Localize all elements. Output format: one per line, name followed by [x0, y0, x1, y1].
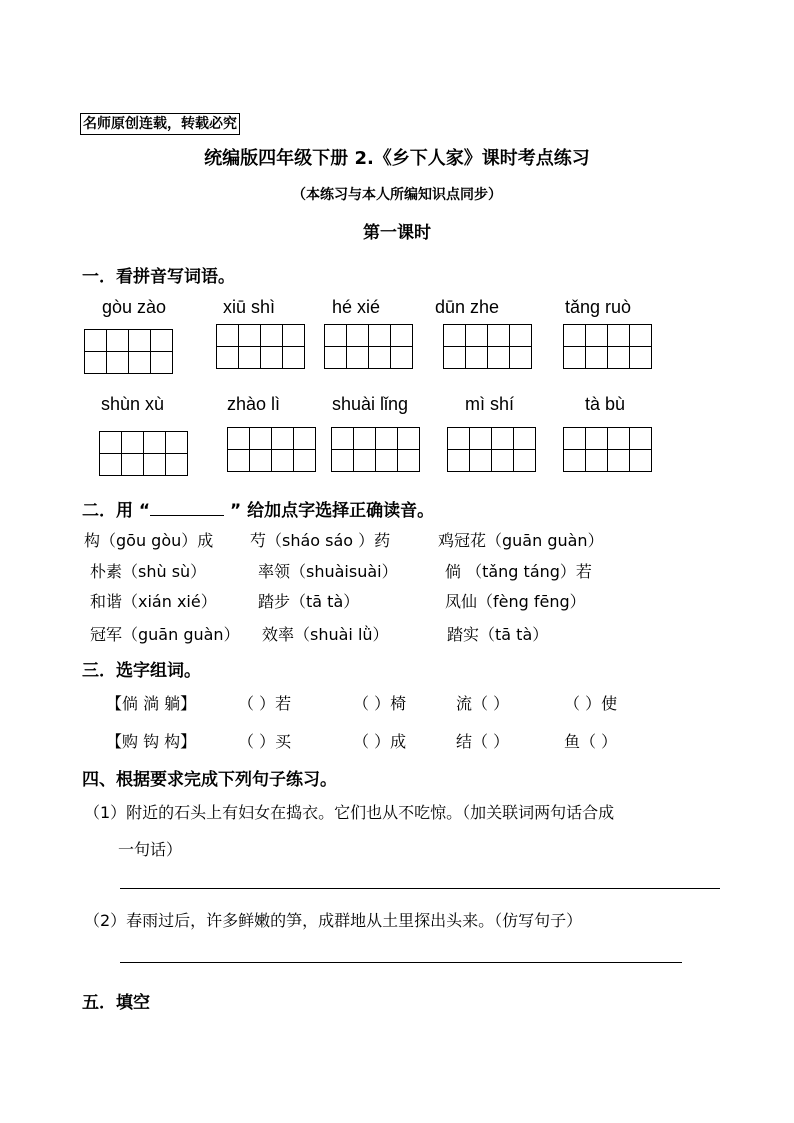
answer-line[interactable] [120, 962, 682, 963]
reading-item: 朴素（shù sù） [90, 562, 207, 581]
writing-grid[interactable] [84, 329, 171, 374]
section2-heading-start: 二．用 “ [82, 501, 151, 521]
pinyin-label: gòu zào [102, 297, 167, 317]
reading-item: 踏步（tā tà） [258, 592, 360, 611]
fill-blank[interactable]: 鱼（ ） [564, 732, 618, 751]
fill-blank[interactable]: （ ）成 [353, 732, 407, 751]
writing-grid[interactable] [563, 427, 650, 472]
fill-blank[interactable]: （ ）若 [238, 694, 292, 713]
reading-item: 效率（shuài lǜ） [262, 625, 389, 644]
question-1-cont: 一句话） [118, 840, 183, 859]
writing-grid[interactable] [331, 427, 418, 472]
pinyin-label: tà bù [585, 394, 626, 414]
char-choices: 【倘 淌 躺】 [106, 694, 197, 713]
reading-item: 鸡冠花（guān guàn） [438, 531, 604, 550]
pinyin-label: shùn xù [101, 394, 165, 414]
question-1: （1）附近的石头上有妇女在捣衣。它们也从不吃惊。（加关联词两句话合成 [84, 803, 615, 822]
page-subtitle: （本练习与本人所编知识点同步） [292, 187, 502, 203]
writing-grid[interactable] [99, 431, 186, 476]
copyright-notice: 名师原创连载，转载必究 [80, 113, 240, 135]
section1-heading: 一．看拼音写词语。 [82, 267, 235, 287]
reading-item: 凤仙（fèng fēng） [445, 592, 586, 611]
writing-grid[interactable] [324, 324, 411, 369]
question-2: （2）春雨过后，许多鲜嫩的笋，成群地从土里探出头来。（仿写句子） [84, 911, 583, 930]
char-choices: 【购 钩 构】 [106, 732, 197, 751]
pinyin-label: mì shí [465, 394, 515, 414]
reading-item: 冠军（guān guàn） [90, 625, 240, 644]
underline-blank [150, 501, 224, 516]
fill-blank[interactable]: （ ）椅 [353, 694, 407, 713]
reading-item: 构（gōu gòu）成 [84, 531, 214, 550]
pinyin-label: hé xié [332, 297, 381, 317]
writing-grid[interactable] [563, 324, 650, 369]
page-title: 统编版四年级下册 2.《乡下人家》课时考点练习 [204, 148, 590, 169]
section5-heading: 五．填空 [82, 993, 150, 1013]
section2-heading [82, 496, 434, 521]
writing-grid[interactable] [443, 324, 530, 369]
section2-heading-end: ” 给加点字选择正确读音。 [224, 501, 435, 521]
pinyin-label: dūn zhe [435, 297, 500, 317]
reading-item: 率领（shuàisuài） [258, 562, 398, 581]
reading-item: 和谐（xián xié） [90, 592, 217, 611]
pinyin-label: xiū shì [223, 297, 276, 317]
reading-item: 芍（sháo sáo ）药 [250, 531, 391, 550]
lesson-label: 第一课时 [363, 223, 431, 243]
section3-heading: 三．选字组词。 [82, 661, 201, 681]
section4-heading: 四、根据要求完成下列句子练习。 [82, 770, 337, 790]
writing-grid[interactable] [216, 324, 303, 369]
answer-line[interactable] [120, 888, 720, 889]
fill-blank[interactable]: （ ）买 [238, 732, 292, 751]
writing-grid[interactable] [447, 427, 534, 472]
fill-blank[interactable]: 结（ ） [456, 732, 510, 751]
writing-grid[interactable] [227, 427, 314, 472]
reading-item: 倘 （tǎng táng）若 [445, 562, 592, 581]
pinyin-label: shuài lǐng [332, 394, 409, 414]
fill-blank[interactable]: 流（ ） [456, 694, 510, 713]
pinyin-label: tǎng ruò [565, 297, 632, 317]
pinyin-label: zhào lì [227, 394, 281, 414]
reading-item: 踏实（tā tà） [447, 625, 549, 644]
fill-blank[interactable]: （ ）使 [564, 694, 618, 713]
